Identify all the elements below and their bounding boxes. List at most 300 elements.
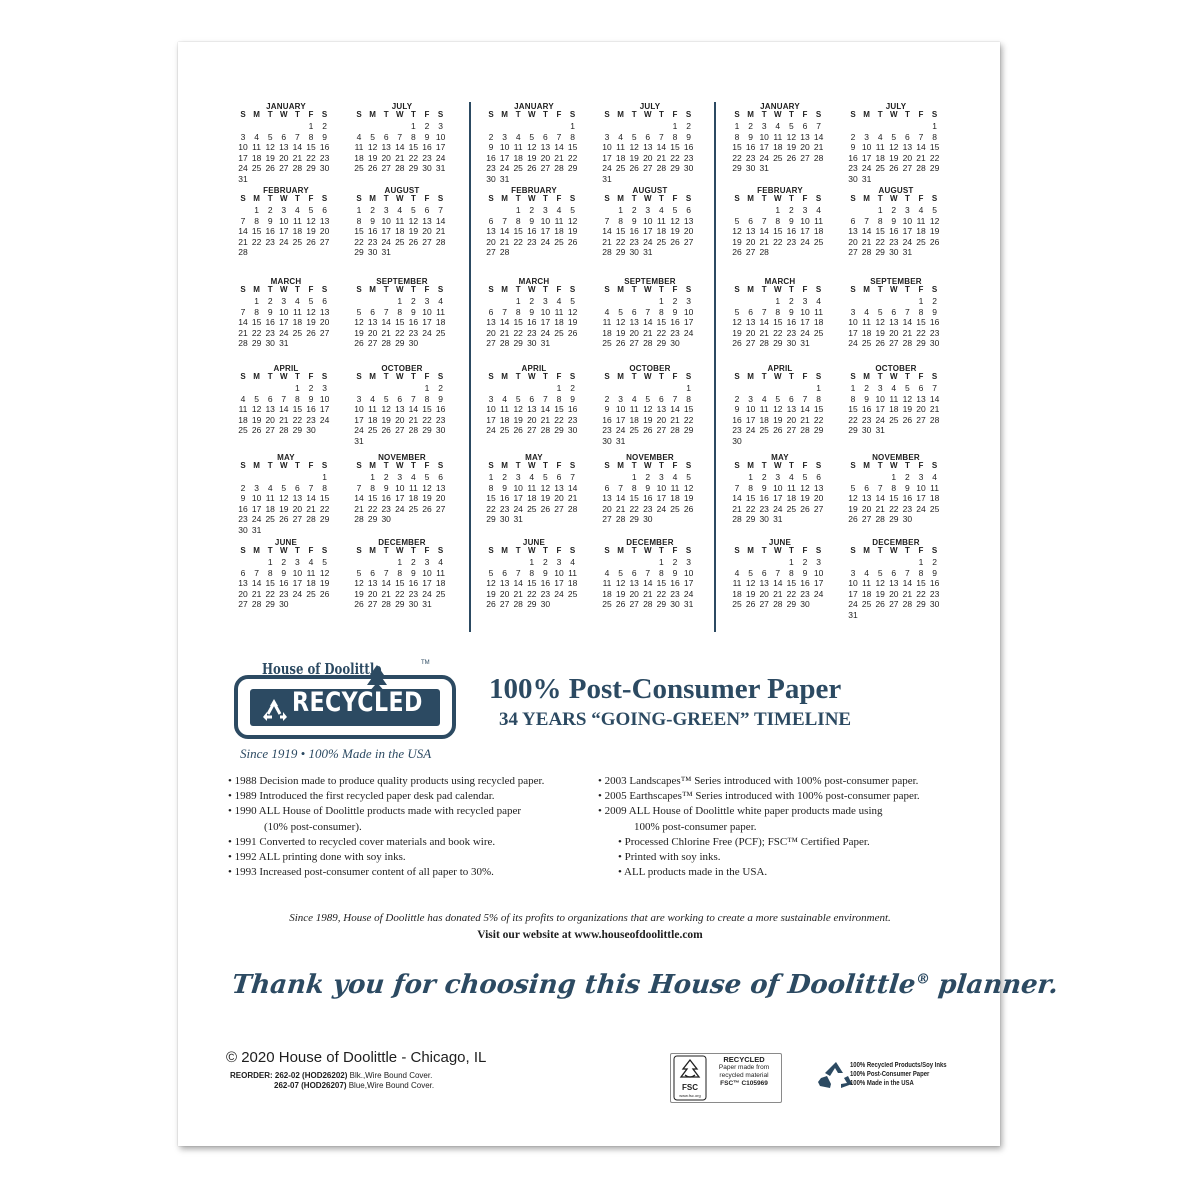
timeline-item: • 1992 ALL printing done with soy inks. bbox=[228, 851, 406, 864]
day-cell: 24 bbox=[422, 588, 432, 599]
day-cell: 13 bbox=[745, 317, 756, 328]
weekday-header: S bbox=[356, 110, 362, 119]
day-cell: 25 bbox=[306, 588, 316, 599]
day-cell: 18 bbox=[670, 493, 680, 504]
day-cell: 1 bbox=[918, 557, 924, 567]
day-cell: 19 bbox=[732, 327, 742, 338]
day-cell: 7 bbox=[240, 306, 246, 317]
weekday-header: S bbox=[685, 461, 692, 470]
day-cell: 19 bbox=[354, 588, 364, 599]
month-name: SEPTEMBER bbox=[376, 277, 428, 286]
weekday-header: T bbox=[658, 372, 664, 381]
day-cell: 23 bbox=[786, 327, 797, 338]
month-block bbox=[730, 186, 830, 268]
day-cell: 13 bbox=[265, 404, 275, 415]
weekday-header: M bbox=[253, 372, 260, 381]
day-cell: 11 bbox=[773, 131, 783, 142]
day-cell: 4 bbox=[438, 296, 443, 306]
day-cell: 4 bbox=[734, 567, 740, 578]
day-cell: 3 bbox=[802, 296, 808, 306]
weekday-header: T bbox=[383, 546, 389, 555]
day-cell: 3 bbox=[295, 557, 300, 567]
day-cell: 22 bbox=[306, 152, 316, 163]
day-cell: 11 bbox=[354, 142, 364, 153]
day-cell: 26 bbox=[422, 503, 432, 514]
day-cell: 20 bbox=[916, 404, 926, 415]
day-cell: 2 bbox=[411, 296, 416, 306]
day-cell: 19 bbox=[615, 588, 626, 599]
day-cell: 7 bbox=[734, 482, 740, 493]
day-cell: 9 bbox=[267, 306, 273, 317]
day-cell: 2 bbox=[543, 557, 548, 567]
weekday-header: T bbox=[542, 372, 548, 381]
day-cell: 21 bbox=[435, 226, 446, 237]
day-cell: 19 bbox=[567, 317, 578, 328]
weekday-header: T bbox=[515, 110, 521, 119]
day-cell: 3 bbox=[877, 383, 883, 393]
weekday-header: S bbox=[685, 194, 692, 203]
day-cell: 19 bbox=[902, 404, 913, 415]
day-cell: 23 bbox=[602, 425, 612, 436]
day-cell: 30 bbox=[745, 163, 756, 174]
day-cell: 10 bbox=[759, 131, 769, 142]
day-cell: 18 bbox=[861, 588, 872, 599]
day-cell: 3 bbox=[618, 393, 623, 404]
day-cell: 12 bbox=[786, 131, 797, 142]
day-cell: 23 bbox=[786, 236, 797, 247]
day-cell: 6 bbox=[748, 306, 753, 317]
day-cell: 10 bbox=[683, 306, 694, 317]
day-cell: 10 bbox=[554, 567, 564, 578]
day-cell: 21 bbox=[875, 503, 885, 514]
day-cell: 19 bbox=[367, 152, 378, 163]
day-cell: 26 bbox=[929, 236, 940, 247]
day-cell: 14 bbox=[813, 131, 824, 142]
day-cell: 1 bbox=[308, 121, 314, 131]
day-cell: 31 bbox=[354, 436, 364, 446]
day-cell: 27 bbox=[629, 338, 639, 349]
month-block bbox=[846, 364, 946, 446]
day-cell: 11 bbox=[656, 215, 666, 226]
day-cell: 23 bbox=[929, 588, 940, 599]
weekday-header: T bbox=[294, 110, 300, 119]
weekday-header: F bbox=[308, 546, 314, 555]
day-cell: 11 bbox=[568, 567, 577, 578]
day-cell: 18 bbox=[929, 493, 940, 504]
day-cell: 18 bbox=[499, 414, 510, 425]
day-cell: 31 bbox=[499, 174, 510, 184]
day-cell: 23 bbox=[367, 236, 378, 247]
day-cell: 24 bbox=[916, 503, 926, 514]
day-cell: 16 bbox=[786, 317, 797, 328]
day-cell: 26 bbox=[875, 599, 885, 610]
day-cell: 24 bbox=[800, 236, 810, 247]
day-cell: 26 bbox=[615, 599, 626, 610]
day-cell: 30 bbox=[861, 425, 872, 436]
day-cell: 10 bbox=[683, 567, 694, 578]
day-cell: 11 bbox=[616, 142, 625, 153]
weekday-header: F bbox=[802, 194, 808, 203]
weekday-header: T bbox=[294, 546, 300, 555]
month-name: FEBRUARY bbox=[757, 186, 803, 195]
weekday-header: W bbox=[774, 285, 782, 294]
day-cell: 12 bbox=[265, 142, 275, 153]
day-cell: 1 bbox=[370, 472, 375, 482]
day-cell: 7 bbox=[308, 482, 314, 493]
day-cell: 20 bbox=[527, 414, 537, 425]
day-cell: 8 bbox=[748, 482, 753, 493]
day-cell: 16 bbox=[367, 226, 378, 237]
weekday-header: S bbox=[356, 546, 362, 555]
day-cell: 24 bbox=[499, 163, 510, 174]
weekday-header: M bbox=[501, 372, 508, 381]
day-cell: 29 bbox=[773, 338, 783, 349]
day-cell: 29 bbox=[916, 338, 926, 349]
day-cell: 14 bbox=[773, 578, 783, 589]
day-cell: 28 bbox=[656, 163, 667, 174]
month-name: APRIL bbox=[273, 364, 299, 373]
day-cell: 24 bbox=[773, 503, 783, 514]
day-cell: 29 bbox=[567, 163, 578, 174]
weekday-header: F bbox=[918, 285, 924, 294]
day-cell: 17 bbox=[540, 226, 551, 237]
day-cell: 11 bbox=[814, 215, 823, 226]
weekday-header: S bbox=[604, 461, 610, 470]
month-name: AUGUST bbox=[878, 186, 914, 195]
day-cell: 11 bbox=[527, 482, 537, 493]
weekday-header: F bbox=[672, 372, 678, 381]
day-cell: 11 bbox=[629, 404, 639, 415]
day-cell: 14 bbox=[643, 317, 653, 328]
day-cell: 20 bbox=[848, 236, 858, 247]
day-cell: 16 bbox=[422, 142, 432, 153]
month-block bbox=[600, 364, 700, 446]
day-cell: 17 bbox=[554, 578, 564, 589]
day-cell: 18 bbox=[435, 317, 446, 328]
day-cell: 17 bbox=[319, 404, 330, 415]
day-cell: 27 bbox=[381, 163, 391, 174]
day-cell: 25 bbox=[602, 599, 612, 610]
weekday-header: M bbox=[369, 285, 376, 294]
day-cell: 2 bbox=[631, 205, 637, 215]
day-cell: 4 bbox=[370, 393, 375, 404]
day-cell: 10 bbox=[279, 215, 289, 226]
day-cell: 18 bbox=[265, 503, 275, 514]
day-cell: 30 bbox=[643, 514, 653, 525]
day-cell: 29 bbox=[615, 247, 626, 258]
day-cell: 4 bbox=[816, 296, 821, 306]
day-cell: 17 bbox=[848, 327, 858, 338]
day-cell: 31 bbox=[513, 514, 523, 525]
day-cell: 26 bbox=[732, 247, 742, 258]
day-cell: 21 bbox=[238, 327, 248, 338]
day-cell: 10 bbox=[861, 142, 872, 153]
day-cell: 28 bbox=[643, 599, 653, 610]
day-cell: 1 bbox=[424, 383, 430, 393]
day-cell: 9 bbox=[322, 131, 327, 142]
day-cell: 13 bbox=[848, 226, 858, 237]
day-cell: 29 bbox=[813, 425, 824, 436]
weekday-header: W bbox=[280, 285, 288, 294]
day-cell: 25 bbox=[861, 338, 872, 349]
day-cell: 5 bbox=[891, 131, 897, 142]
weekday-header: S bbox=[569, 461, 576, 470]
weekday-header: T bbox=[542, 546, 548, 555]
weekday-header: T bbox=[383, 110, 389, 119]
day-cell: 11 bbox=[786, 482, 796, 493]
weekday-header: W bbox=[396, 110, 404, 119]
day-cell: 9 bbox=[604, 404, 610, 415]
weekday-header: S bbox=[685, 285, 692, 294]
day-cell: 27 bbox=[745, 338, 756, 349]
day-cell: 18 bbox=[367, 414, 378, 425]
day-cell: 29 bbox=[306, 163, 316, 174]
website-line: Visit our website at www.houseofdoolittle.com bbox=[477, 929, 703, 941]
day-cell: 27 bbox=[435, 503, 446, 514]
day-cell: 24 bbox=[683, 327, 694, 338]
day-cell: 2 bbox=[748, 121, 753, 131]
weekday-header: S bbox=[240, 110, 246, 119]
weekday-header: F bbox=[802, 546, 808, 555]
day-cell: 19 bbox=[251, 414, 262, 425]
month-name: JANUARY bbox=[266, 102, 306, 111]
day-cell: 5 bbox=[308, 205, 314, 215]
day-cell: 3 bbox=[686, 296, 691, 306]
day-cell: 12 bbox=[381, 404, 391, 415]
day-cell: 15 bbox=[513, 226, 523, 237]
day-cell: 1 bbox=[659, 557, 664, 567]
weekday-header: M bbox=[617, 546, 624, 555]
weekday-header: T bbox=[267, 461, 273, 470]
day-cell: 15 bbox=[629, 493, 639, 504]
day-cell: 2 bbox=[267, 296, 273, 306]
day-cell: 10 bbox=[848, 317, 858, 328]
day-cell: 7 bbox=[438, 205, 443, 215]
day-cell: 13 bbox=[889, 578, 899, 589]
day-cell: 3 bbox=[850, 306, 856, 317]
weekday-header: S bbox=[850, 546, 856, 555]
day-cell: 13 bbox=[602, 493, 612, 504]
weekday-header: F bbox=[424, 194, 430, 203]
day-cell: 12 bbox=[929, 215, 940, 226]
day-cell: 31 bbox=[602, 174, 612, 184]
day-cell: 14 bbox=[238, 317, 248, 328]
day-cell: 28 bbox=[435, 236, 446, 247]
weekday-header: F bbox=[918, 461, 924, 470]
fsc-site-text: www.fsc.org bbox=[679, 1093, 701, 1098]
day-cell: 30 bbox=[381, 514, 391, 525]
day-cell: 15 bbox=[745, 493, 756, 504]
day-cell: 7 bbox=[397, 131, 403, 142]
day-cell: 7 bbox=[295, 131, 300, 142]
day-cell: 13 bbox=[279, 142, 289, 153]
day-cell: 22 bbox=[745, 503, 756, 514]
weekday-header: M bbox=[253, 461, 260, 470]
day-cell: 17 bbox=[292, 578, 303, 589]
day-cell: 10 bbox=[395, 482, 405, 493]
day-cell: 16 bbox=[567, 404, 578, 415]
weekday-header: M bbox=[369, 461, 376, 470]
weekday-header: M bbox=[501, 110, 508, 119]
month-block bbox=[846, 102, 946, 184]
day-cell: 31 bbox=[540, 338, 551, 349]
day-cell: 20 bbox=[499, 588, 510, 599]
day-cell: 21 bbox=[279, 414, 289, 425]
day-cell: 7 bbox=[802, 393, 808, 404]
day-cell: 15 bbox=[354, 226, 364, 237]
day-cell: 12 bbox=[567, 215, 578, 226]
day-cell: 12 bbox=[670, 215, 680, 226]
weekday-header: S bbox=[815, 110, 822, 119]
day-cell: 24 bbox=[602, 163, 612, 174]
day-cell: 14 bbox=[929, 393, 940, 404]
weekday-header: F bbox=[918, 546, 924, 555]
day-cell: 17 bbox=[875, 404, 885, 415]
day-cell: 16 bbox=[670, 317, 680, 328]
day-cell: 26 bbox=[786, 152, 797, 163]
day-cell: 17 bbox=[486, 414, 496, 425]
day-cell: 30 bbox=[265, 338, 275, 349]
day-cell: 15 bbox=[567, 142, 578, 153]
day-cell: 21 bbox=[759, 236, 769, 247]
day-cell: 11 bbox=[292, 306, 302, 317]
weekday-header: S bbox=[488, 285, 494, 294]
day-cell: 24 bbox=[554, 588, 564, 599]
day-cell: 16 bbox=[745, 142, 756, 153]
day-cell: 5 bbox=[775, 393, 781, 404]
day-cell: 8 bbox=[397, 306, 403, 317]
day-cell: 22 bbox=[567, 152, 578, 163]
day-cell: 28 bbox=[759, 338, 769, 349]
day-cell: 24 bbox=[615, 425, 626, 436]
day-cell: 7 bbox=[515, 567, 521, 578]
weekday-header: F bbox=[802, 110, 808, 119]
weekday-header: W bbox=[280, 546, 288, 555]
day-cell: 3 bbox=[240, 131, 246, 142]
timeline-item: • 1988 Decision made to produce quality products using recycled paper. bbox=[228, 775, 545, 787]
logo-recycled-text: RECYCLED bbox=[292, 687, 423, 718]
day-cell: 24 bbox=[745, 425, 756, 436]
day-cell: 11 bbox=[602, 578, 612, 589]
day-cell: 11 bbox=[368, 404, 377, 415]
day-cell: 7 bbox=[383, 567, 389, 578]
day-cell: 17 bbox=[902, 226, 913, 237]
day-cell: 3 bbox=[322, 383, 327, 393]
day-cell: 5 bbox=[322, 557, 327, 567]
day-cell: 29 bbox=[265, 599, 275, 610]
month-name: DECEMBER bbox=[378, 538, 426, 547]
day-cell: 19 bbox=[615, 327, 626, 338]
day-cell: 10 bbox=[656, 482, 667, 493]
day-cell: 8 bbox=[932, 131, 937, 142]
day-cell: 23 bbox=[889, 236, 899, 247]
day-cell: 4 bbox=[631, 393, 637, 404]
day-cell: 6 bbox=[281, 131, 287, 142]
weekday-header: T bbox=[410, 285, 416, 294]
weekday-header: W bbox=[396, 285, 404, 294]
day-cell: 13 bbox=[319, 215, 330, 226]
day-cell: 23 bbox=[732, 425, 742, 436]
month-name: MAY bbox=[277, 453, 295, 462]
day-cell: 8 bbox=[356, 215, 362, 226]
day-cell: 8 bbox=[918, 306, 924, 317]
day-cell: 26 bbox=[889, 163, 899, 174]
month-name: DECEMBER bbox=[872, 538, 920, 547]
day-cell: 28 bbox=[602, 247, 612, 258]
day-cell: 6 bbox=[645, 131, 651, 142]
day-cell: 20 bbox=[889, 327, 899, 338]
day-cell: 2 bbox=[267, 205, 273, 215]
weekday-header: W bbox=[890, 110, 898, 119]
day-cell: 9 bbox=[438, 393, 443, 404]
day-cell: 10 bbox=[875, 393, 885, 404]
day-cell: 11 bbox=[252, 142, 261, 153]
day-cell: 22 bbox=[929, 152, 940, 163]
day-cell: 10 bbox=[848, 578, 858, 589]
day-cell: 4 bbox=[932, 472, 937, 482]
day-cell: 30 bbox=[306, 425, 316, 436]
day-cell: 18 bbox=[759, 414, 769, 425]
day-cell: 24 bbox=[875, 414, 885, 425]
day-cell: 21 bbox=[813, 142, 824, 153]
day-cell: 11 bbox=[238, 404, 248, 415]
day-cell: 22 bbox=[513, 327, 523, 338]
month-block bbox=[730, 364, 830, 446]
weekday-header: F bbox=[424, 372, 430, 381]
day-cell: 23 bbox=[929, 327, 940, 338]
day-cell: 24 bbox=[251, 514, 262, 525]
weekday-header: T bbox=[515, 372, 521, 381]
weekday-header: W bbox=[774, 461, 782, 470]
day-cell: 27 bbox=[319, 327, 330, 338]
day-cell: 15 bbox=[554, 404, 564, 415]
weekday-header: T bbox=[877, 194, 883, 203]
day-cell: 6 bbox=[850, 215, 856, 226]
day-cell: 20 bbox=[786, 414, 797, 425]
month-block bbox=[484, 277, 584, 359]
weekday-header: S bbox=[931, 372, 938, 381]
day-cell: 6 bbox=[905, 131, 910, 142]
day-cell: 3 bbox=[397, 472, 403, 482]
day-cell: 9 bbox=[370, 215, 375, 226]
weekday-header: S bbox=[356, 372, 362, 381]
timeline-item: • 2005 Earthscapes™ Series introduced with 100% post-consumer paper. bbox=[598, 790, 920, 803]
day-cell: 8 bbox=[411, 131, 416, 142]
day-cell: 27 bbox=[367, 599, 378, 610]
day-cell: 29 bbox=[354, 247, 364, 258]
day-cell: 20 bbox=[813, 493, 824, 504]
day-cell: 2 bbox=[761, 472, 767, 482]
day-cell: 5 bbox=[281, 482, 287, 493]
day-cell: 13 bbox=[759, 578, 769, 589]
day-cell: 13 bbox=[656, 404, 667, 415]
day-cell: 22 bbox=[319, 503, 330, 514]
day-cell: 27 bbox=[745, 247, 756, 258]
weekday-header: W bbox=[774, 110, 782, 119]
day-cell: 3 bbox=[556, 557, 562, 567]
day-cell: 27 bbox=[848, 247, 858, 258]
day-cell: 26 bbox=[354, 338, 364, 349]
day-cell: 25 bbox=[916, 236, 926, 247]
month-block bbox=[484, 538, 584, 620]
day-cell: 28 bbox=[499, 247, 510, 258]
day-cell: 31 bbox=[615, 436, 626, 446]
weekday-header: W bbox=[280, 372, 288, 381]
day-cell: 23 bbox=[527, 327, 537, 338]
day-cell: 5 bbox=[645, 393, 651, 404]
month-block bbox=[846, 453, 946, 535]
weekday-header: S bbox=[240, 372, 246, 381]
